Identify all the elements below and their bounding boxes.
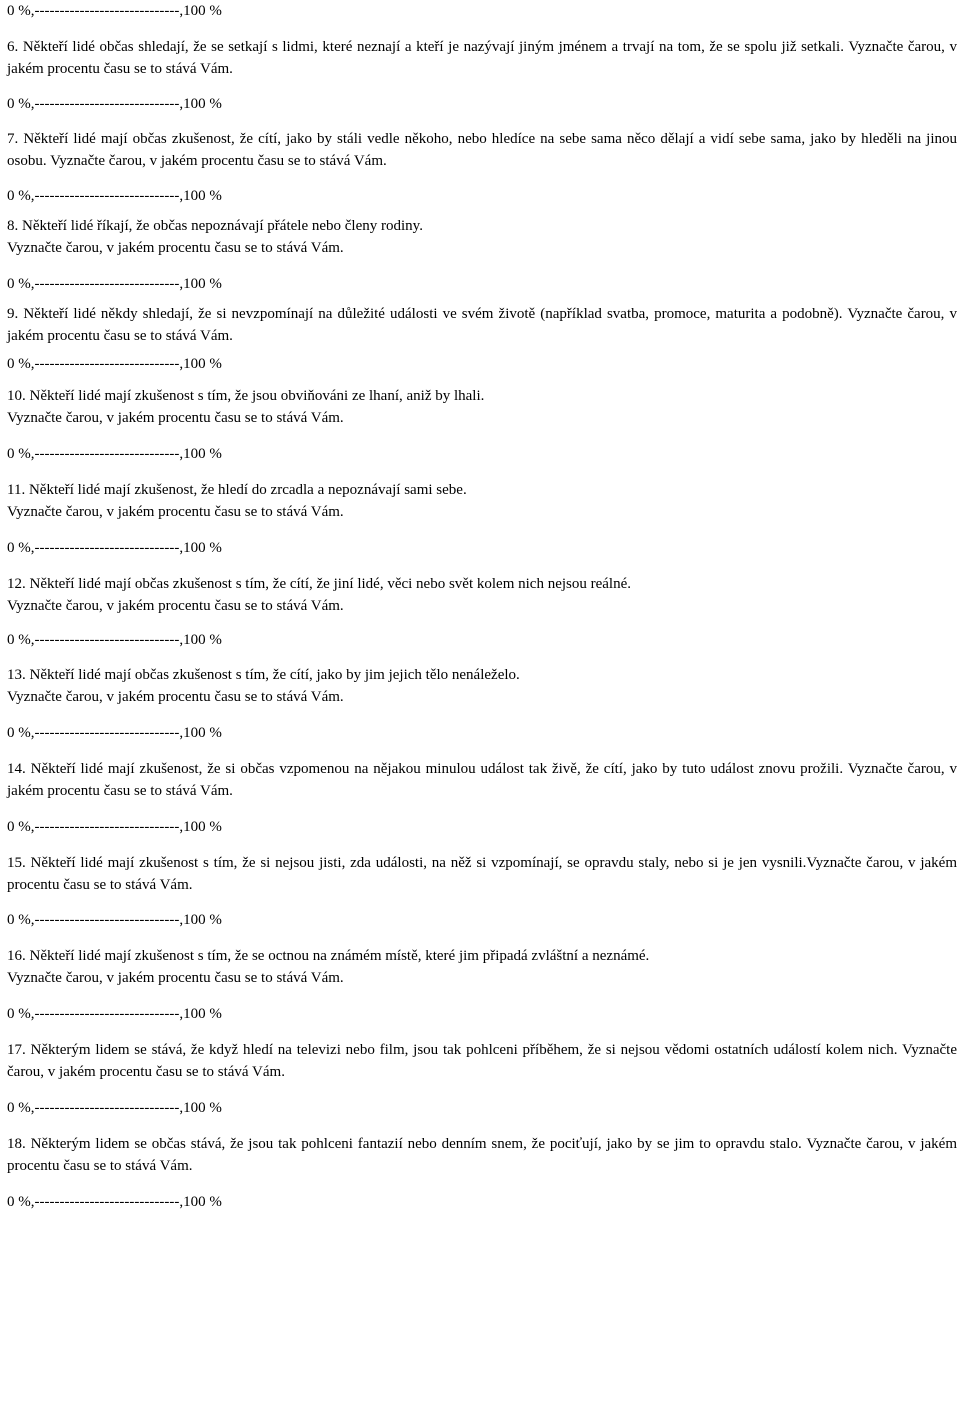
scale-line: 0 %,-----------------------------,100 % bbox=[7, 632, 222, 648]
question-number: 6. bbox=[7, 39, 19, 55]
question-instruction: Vyznačte čarou, v jakém procentu času se to stává Vám. bbox=[7, 1136, 958, 1174]
scale-line: 0 %,-----------------------------,100 % bbox=[7, 446, 222, 462]
scale-line: 0 %,-----------------------------,100 % bbox=[7, 188, 222, 204]
question-number: 10. bbox=[7, 388, 26, 404]
question-13 bbox=[7, 664, 957, 686]
question-instruction: Vyznačte čarou, v jakém procentu času se to stává Vám. bbox=[7, 504, 344, 520]
question-number: 13. bbox=[7, 667, 26, 683]
scale-line: 0 %,-----------------------------,100 % bbox=[7, 912, 222, 928]
question-instruction: Vyznačte čarou, v jakém procentu času se to stává Vám. bbox=[7, 598, 344, 614]
question-9 bbox=[7, 303, 957, 347]
question-number: 18. bbox=[7, 1136, 26, 1152]
scale-line: 0 %,-----------------------------,100 % bbox=[7, 96, 222, 112]
question-16 bbox=[7, 945, 957, 967]
question-instruction: Vyznačte čarou, v jakém procentu času se to stává Vám. bbox=[7, 761, 958, 799]
question-number: 15. bbox=[7, 855, 26, 871]
question-text: Někteří lidé mají zkušenost s tím, že si nejsou jisti, zda události, na něž si vzpomínají, se opravdu staly, nebo si je jen vysnili. bbox=[30, 855, 807, 871]
question-number: 14. bbox=[7, 761, 26, 777]
question-18 bbox=[7, 1133, 957, 1177]
question-instruction: Vyznačte čarou, v jakém procentu času se to stává Vám. bbox=[7, 410, 344, 426]
question-7 bbox=[7, 128, 957, 172]
question-6 bbox=[7, 36, 957, 80]
question-number: 9. bbox=[7, 306, 19, 322]
question-text: Některým lidem se občas stává, že jsou tak pohlceni fantazií nebo denním snem, že pociťují, jako by se jim to opravdu stalo. bbox=[30, 1136, 802, 1152]
question-text: Někteří lidé mají zkušenost s tím, že jsou obviňováni ze lhaní, aniž by lhali. bbox=[29, 388, 485, 404]
question-text: Některým lidem se stává, že když hledí na televizi nebo film, jsou tak pohlceni příběhem, že si nejsou vědomi ostatních událostí kolem nich. bbox=[30, 1042, 898, 1058]
question-number: 8. bbox=[7, 218, 19, 234]
question-text: Někteří lidé občas shledají, že se setkají s lidmi, které neznají a kteří je nazývají jiným jménem a trvají na tom, že se spolu již setkali. bbox=[22, 39, 844, 55]
scale-line: 0 %,-----------------------------,100 % bbox=[7, 1194, 222, 1210]
scale-line: 0 %,-----------------------------,100 % bbox=[7, 725, 222, 741]
question-number: 16. bbox=[7, 948, 26, 964]
scale-line: 0 %,-----------------------------,100 % bbox=[7, 1006, 222, 1022]
question-instruction: Vyznačte čarou, v jakém procentu času se to stává Vám. bbox=[7, 39, 958, 77]
question-text: Někteří lidé mají zkušenost s tím, že se octnou na známém místě, které jim připadá zvláštní a neznámé. bbox=[29, 948, 650, 964]
scale-line: 0 %,-----------------------------,100 % bbox=[7, 1100, 222, 1116]
question-text: Někteří lidé někdy shledají, že si nevzpomínají na důležité události ve svém životě (například svatba, promoce, maturita a podobně). bbox=[23, 306, 843, 322]
question-text: Někteří lidé mají občas zkušenost s tím, že cítí, že jiní lidé, věci nebo svět kolem nich nejsou reálné. bbox=[29, 576, 631, 592]
scale-line: 0 %,-----------------------------,100 % bbox=[7, 3, 222, 19]
question-14 bbox=[7, 758, 957, 802]
question-10 bbox=[7, 385, 957, 407]
question-instruction: Vyznačte čarou, v jakém procentu času se to stává Vám. bbox=[7, 689, 344, 705]
question-instruction: Vyznačte čarou, v jakém procentu času se to stává Vám. bbox=[7, 240, 344, 256]
question-11 bbox=[7, 479, 957, 501]
questionnaire bbox=[7, 0, 957, 1213]
question-number: 7. bbox=[7, 131, 19, 147]
question-number: 17. bbox=[7, 1042, 26, 1058]
question-instruction: Vyznačte čarou, v jakém procentu času se to stává Vám. bbox=[7, 1042, 957, 1080]
question-text: Někteří lidé říkají, že občas nepoznávají přátele nebo členy rodiny. bbox=[22, 218, 423, 234]
scale-line: 0 %,-----------------------------,100 % bbox=[7, 819, 222, 835]
question-text: Někteří lidé mají zkušenost, že si občas vzpomenou na nějakou minulou událost tak živě, že cítí, jako by tuto událost znovu prožili. bbox=[30, 761, 844, 777]
scale-line: 0 %,-----------------------------,100 % bbox=[7, 356, 222, 372]
question-instruction: Vyznačte čarou, v jakém procentu času se to stává Vám. bbox=[50, 153, 387, 169]
scale-line: 0 %,-----------------------------,100 % bbox=[7, 276, 222, 292]
question-instruction: Vyznačte čarou, v jakém procentu času se to stává Vám. bbox=[7, 855, 957, 893]
question-15 bbox=[7, 852, 957, 896]
question-number: 11. bbox=[7, 482, 26, 498]
question-12 bbox=[7, 573, 957, 595]
question-instruction: Vyznačte čarou, v jakém procentu času se to stává Vám. bbox=[7, 970, 344, 986]
question-text: Někteří lidé mají občas zkušenost s tím, že cítí, jako by jim jejich tělo nenáleželo. bbox=[29, 667, 520, 683]
question-instruction: Vyznačte čarou, v jakém procentu času se to stává Vám. bbox=[7, 306, 957, 344]
scale-line: 0 %,-----------------------------,100 % bbox=[7, 540, 222, 556]
question-number: 12. bbox=[7, 576, 26, 592]
question-text: Někteří lidé mají občas zkušenost, že cítí, jako by stáli vedle někoho, nebo hledíce na sebe sama něco dělají a vidí sebe sama, jako by hleděli na jinou osobu. bbox=[7, 131, 958, 169]
question-17 bbox=[7, 1039, 957, 1083]
question-text: Někteří lidé mají zkušenost, že hledí do zrcadla a nepoznávají sami sebe. bbox=[28, 482, 467, 498]
question-8 bbox=[7, 215, 957, 237]
